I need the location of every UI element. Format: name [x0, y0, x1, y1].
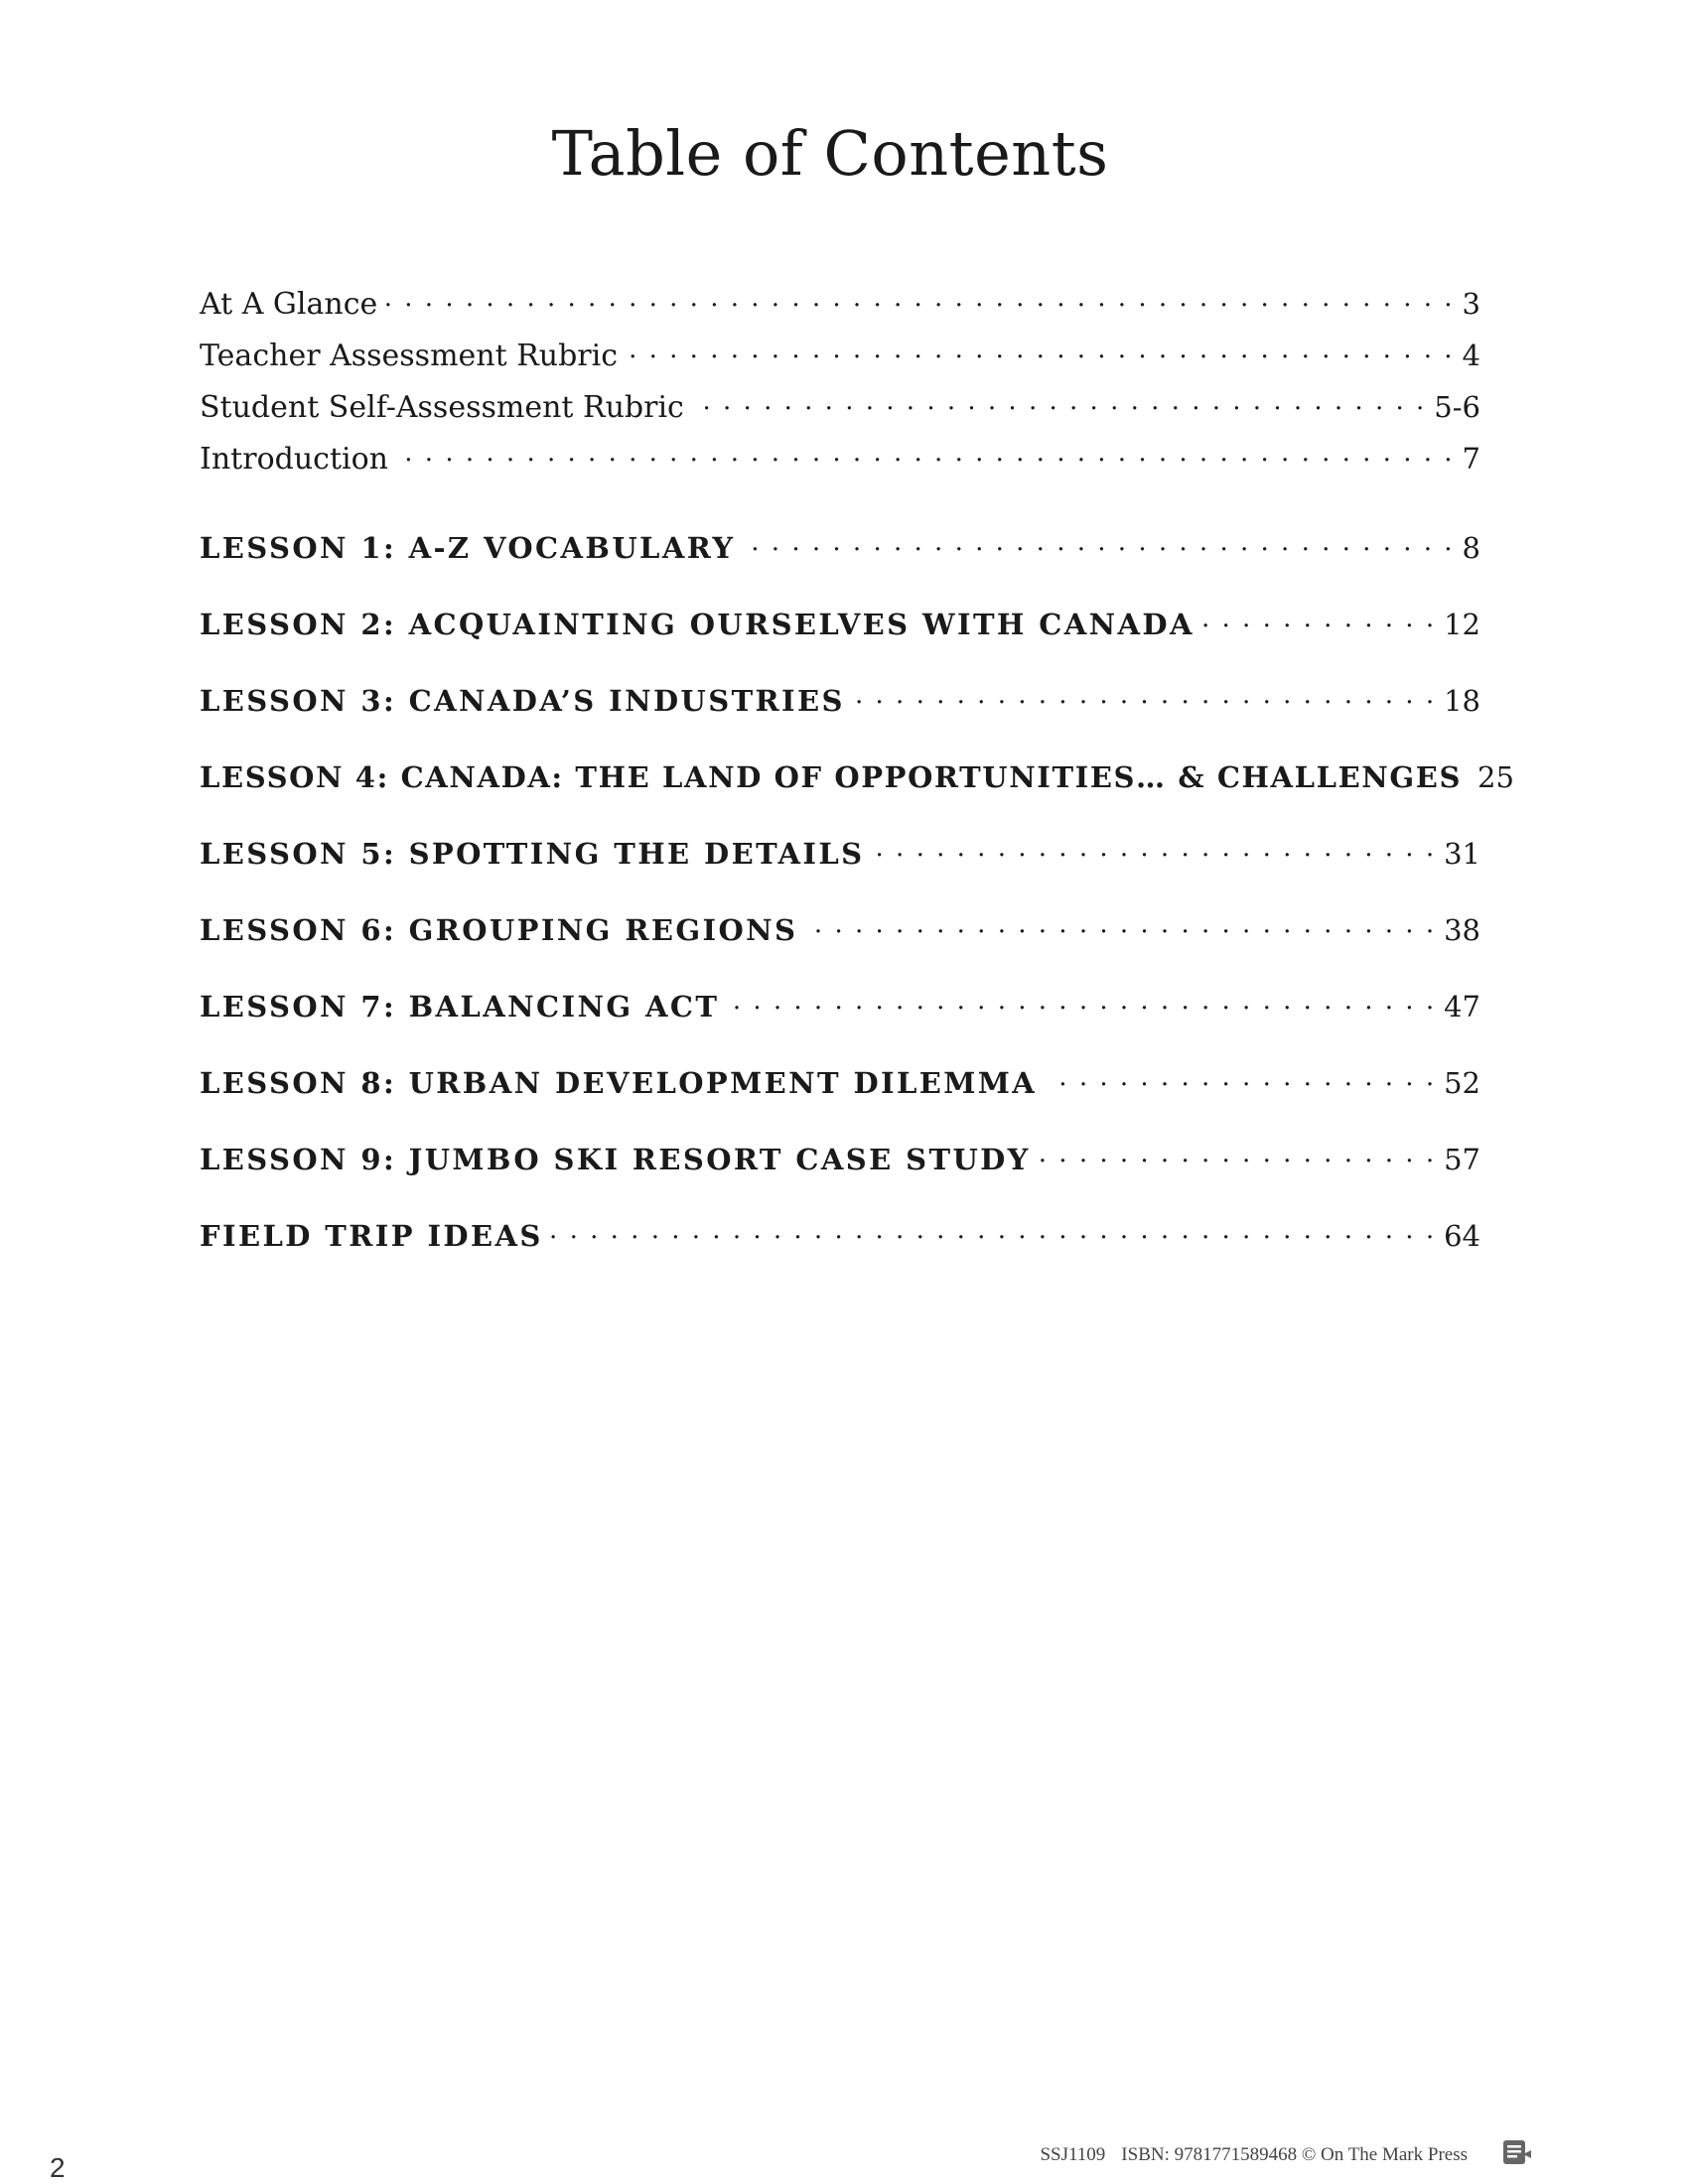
page-title: Table of Contents	[551, 117, 1109, 190]
toc-entry-label: LESSON 3: CANADA’S INDUSTRIES	[200, 684, 845, 718]
toc-entry-page: 31	[1444, 837, 1480, 871]
toc-entry-lesson-8[interactable]	[200, 1064, 1480, 1108]
toc-entry-lesson-7[interactable]	[200, 988, 1480, 1031]
toc-entry-label: Student Self-Assessment Rubric	[200, 390, 684, 425]
toc-entry-page: 38	[1444, 913, 1480, 947]
toc-entry-label: Teacher Assessment Rubric	[200, 339, 619, 373]
toc-entry-lesson-5[interactable]	[200, 835, 1480, 879]
dot-leader	[853, 682, 1436, 711]
toc-entry-page: 4	[1462, 339, 1480, 372]
on-the-mark-press-logo-icon	[1501, 2138, 1533, 2166]
isbn: ISBN: 9781771589468	[1121, 2144, 1298, 2165]
toc-entry-lesson-3[interactable]	[200, 682, 1480, 726]
toc-entry-label: LESSON 4: CANADA: THE LAND OF OPPORTUNITIES… & CHALLENGES	[200, 760, 1463, 794]
copyright: © On The Mark Press	[1301, 2144, 1468, 2165]
toc-entry-lesson-4[interactable]	[200, 758, 1514, 802]
dot-leader	[1202, 606, 1436, 634]
dot-leader	[743, 529, 1454, 558]
toc-entry-student-self-assessment-rubric[interactable]	[200, 387, 1480, 431]
toc-entry-lesson-6[interactable]	[200, 911, 1480, 955]
toc-entry-page: 5-6	[1434, 390, 1480, 424]
toc-entry-label: LESSON 7: BALANCING ACT	[200, 990, 720, 1024]
dot-leader	[396, 439, 1455, 469]
toc-entry-page: 18	[1444, 684, 1480, 718]
page-number: 2	[50, 2152, 66, 2183]
product-code: SSJ1109	[1040, 2144, 1106, 2165]
toc-entry-lesson-2[interactable]	[200, 606, 1480, 649]
toc-entry-page: 47	[1444, 990, 1480, 1024]
toc-entry-at-a-glance[interactable]	[200, 284, 1480, 328]
dot-leader	[692, 387, 1426, 417]
toc-entry-label: LESSON 1: A-Z VOCABULARY	[200, 531, 736, 565]
toc-entry-page: 57	[1444, 1143, 1480, 1176]
dot-leader	[385, 284, 1454, 314]
toc-entry-page: 3	[1462, 287, 1480, 321]
toc-entry-page: 52	[1444, 1066, 1480, 1100]
toc-entry-label: FIELD TRIP IDEAS	[200, 1219, 543, 1253]
toc-entry-lesson-9[interactable]	[200, 1141, 1480, 1184]
toc-entry-label: At A Glance	[200, 287, 378, 322]
toc-entry-label: LESSON 5: SPOTTING THE DETAILS	[200, 837, 865, 871]
dot-leader	[1039, 1141, 1436, 1169]
toc-entry-page: 7	[1462, 442, 1480, 476]
toc-entry-page: 12	[1444, 608, 1480, 641]
toc-entry-label: LESSON 8: URBAN DEVELOPMENT DILEMMA	[200, 1066, 1038, 1100]
footer-publication-info	[1040, 2144, 1468, 2166]
toc-entry-lesson-1[interactable]	[200, 529, 1480, 573]
toc-entry-field-trip-ideas[interactable]	[200, 1217, 1480, 1261]
toc-entry-page: 64	[1444, 1219, 1480, 1253]
dot-leader	[873, 835, 1437, 864]
dot-leader	[1045, 1064, 1436, 1093]
dot-leader	[805, 911, 1436, 940]
toc-entry-label: Introduction	[200, 442, 388, 477]
dot-leader	[626, 336, 1455, 365]
dot-leader	[551, 1217, 1436, 1246]
toc-entry-page: 25	[1477, 760, 1514, 794]
toc-entry-label: LESSON 9: JUMBO SKI RESORT CASE STUDY	[200, 1143, 1031, 1176]
toc-entry-label: LESSON 2: ACQUAINTING OURSELVES WITH CANADA	[200, 608, 1195, 641]
toc-entry-introduction[interactable]	[200, 439, 1480, 482]
dot-leader	[727, 988, 1436, 1017]
toc-entry-page: 8	[1462, 531, 1480, 565]
toc-entry-label: LESSON 6: GROUPING REGIONS	[200, 913, 798, 947]
toc-entry-teacher-assessment-rubric[interactable]	[200, 336, 1480, 379]
